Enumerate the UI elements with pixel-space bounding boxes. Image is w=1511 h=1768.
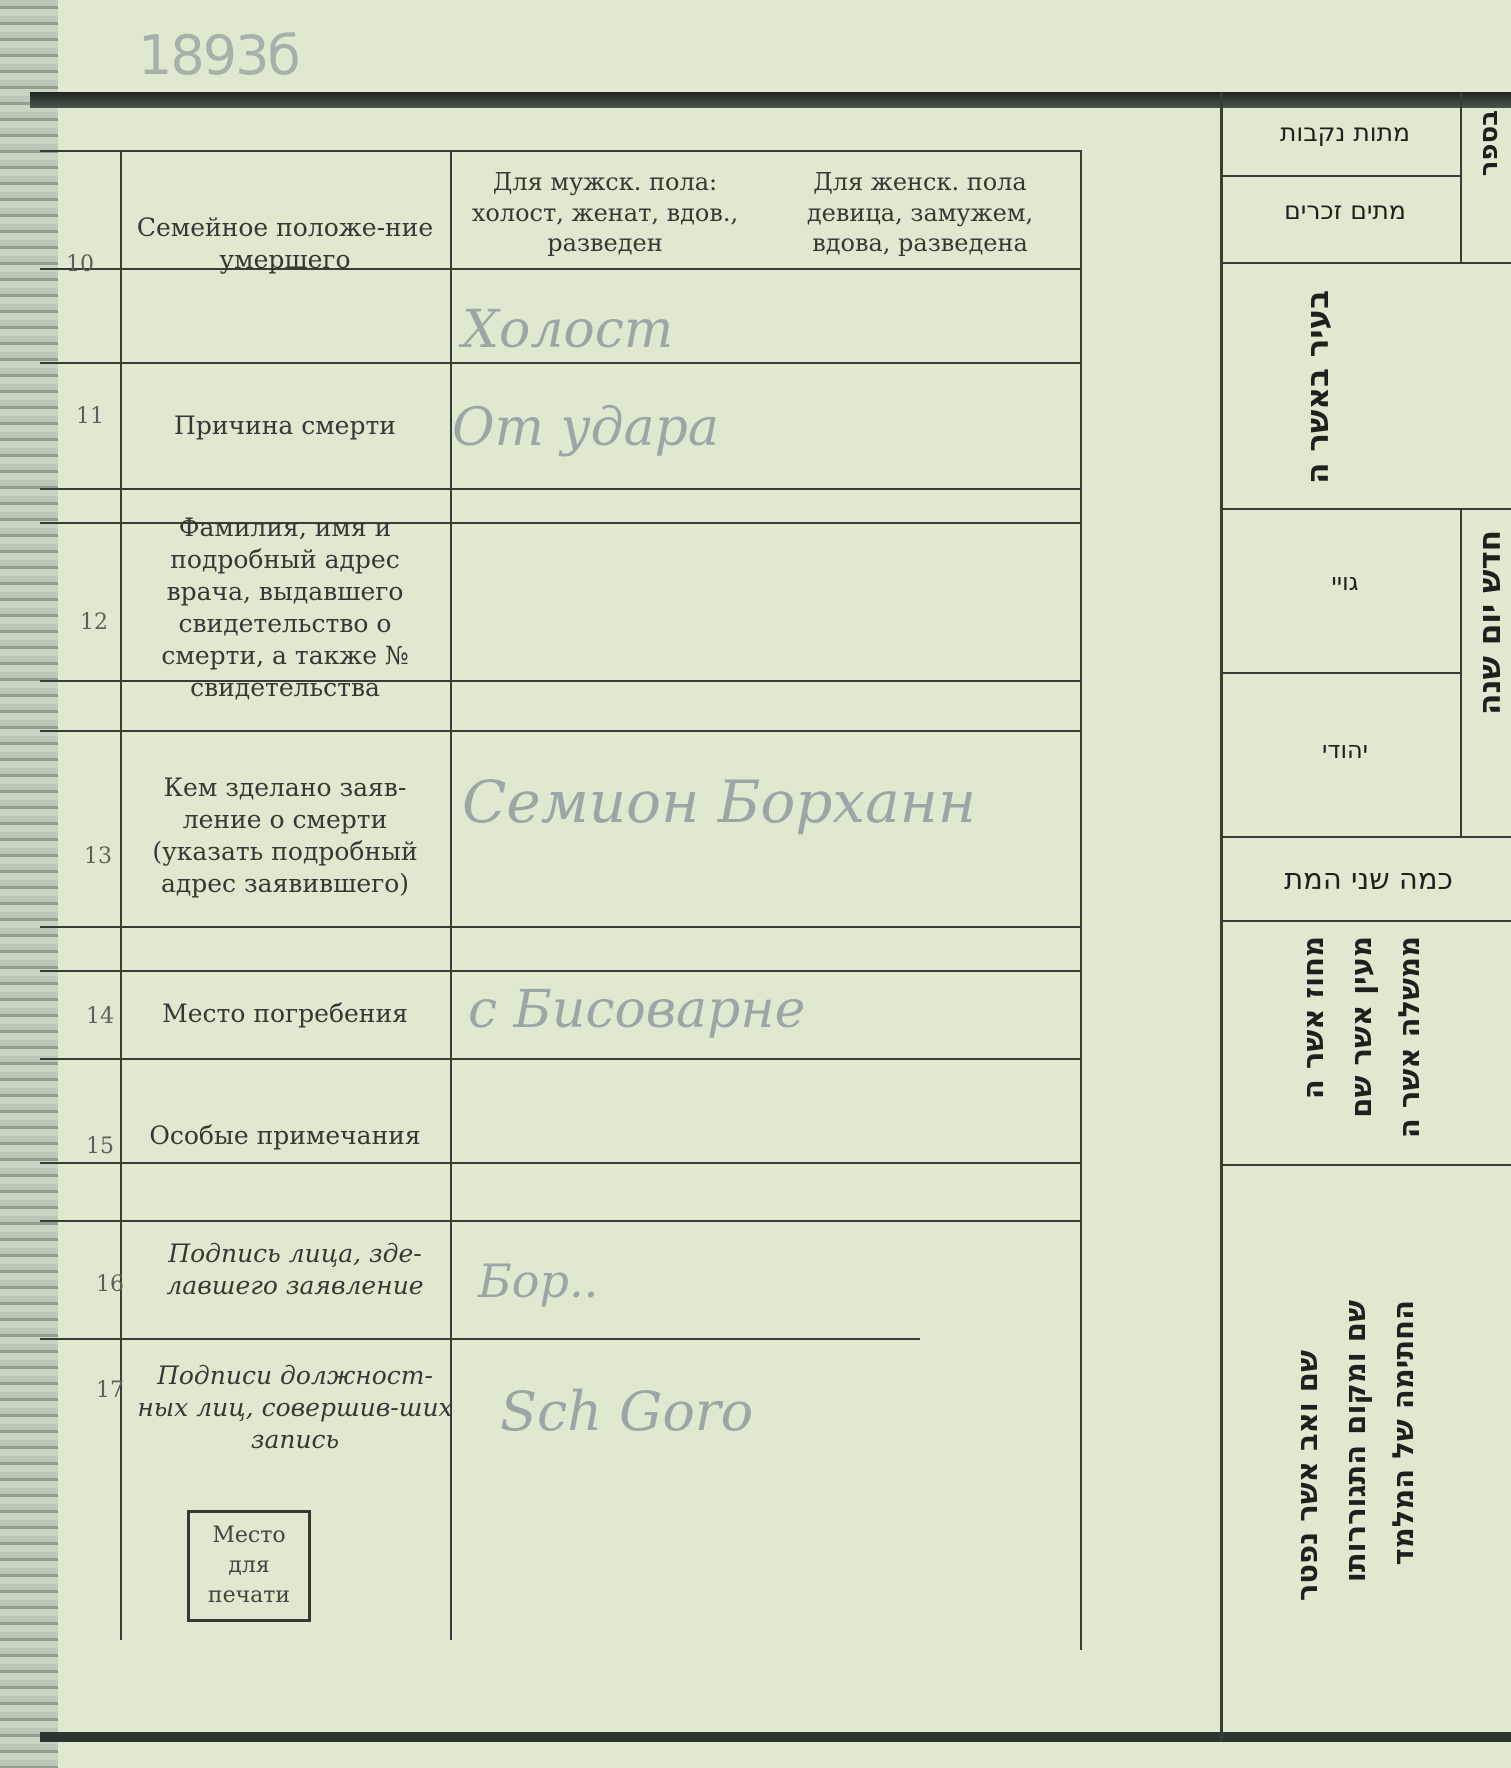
heb-rule	[1222, 672, 1462, 674]
row-number: 12	[80, 610, 108, 635]
top-rule	[30, 92, 1511, 108]
value-burial-place: с Бисоварне	[468, 980, 806, 1040]
row-number: 13	[84, 844, 112, 869]
female-header-title: Для женск. пола	[813, 168, 1027, 196]
page-binding	[0, 0, 58, 1768]
rule	[40, 730, 1080, 732]
row-label-doctor: Фамилия, имя и подробный адрес врача, выдавшего свидетельство о смерти, а также № свидетельства	[161, 513, 409, 702]
rule	[40, 1338, 920, 1340]
hebrew-date-header: חדש יום שנה	[1472, 530, 1508, 715]
value-official-signatures: Sch Goro	[500, 1380, 754, 1443]
row-number: 14	[86, 1004, 114, 1029]
male-header-options: холост, женат, вдов., разведен	[471, 199, 739, 257]
value-marital-status: Холост	[462, 300, 674, 360]
hebrew-signature: החתימה של המלמד	[1386, 1300, 1420, 1566]
rule	[40, 1162, 1080, 1164]
hebrew-district: מחוז אשר ה	[1296, 936, 1330, 1100]
rule	[40, 488, 1080, 490]
hebrew-male-deaths: מתים זכרים	[1284, 196, 1406, 225]
rule	[40, 150, 1080, 152]
row-label-burial-place: Место погребения	[162, 999, 408, 1028]
row-number: 11	[76, 404, 104, 429]
column-rule	[120, 150, 122, 1640]
heb-rule	[1222, 262, 1511, 264]
hebrew-goyi: גויי	[1331, 568, 1359, 596]
male-header-title: Для мужск. пола:	[492, 168, 718, 196]
rule	[40, 1058, 1080, 1060]
heb-rule	[1222, 836, 1511, 838]
value-declarant: Семион Борханн	[462, 768, 977, 836]
row-label-declarant-signature: Подпись лица, зде-лавшего заявление	[166, 1239, 424, 1300]
hebrew-top-right: בספר	[1474, 110, 1504, 177]
heb-rule	[1222, 175, 1462, 177]
hebrew-government: ממשלה אשר ה	[1392, 936, 1426, 1139]
hebrew-column-rule	[1220, 92, 1223, 1742]
hebrew-residence: שם ומקום התגוררותו	[1338, 1300, 1372, 1583]
row-label-declarant: Кем зделано заяв-ление о смерти (указать подробный адрес заявившего)	[152, 773, 418, 898]
row-label-marital-status: Семейное положе-ние умершего	[136, 213, 434, 274]
value-cause-of-death: От удара	[452, 398, 719, 458]
value-declarant-signature: Бор..	[478, 1254, 599, 1308]
female-header-options: девица, замужем, вдова, разведена	[806, 199, 1034, 257]
hebrew-female-deaths: מתות נקבות	[1279, 118, 1411, 147]
heb-rule	[1460, 92, 1462, 262]
heb-rule	[1222, 920, 1511, 922]
heb-rule	[1222, 508, 1511, 510]
rule	[40, 970, 1080, 972]
stamp-place-box: Место для печати	[187, 1510, 311, 1622]
hebrew-place: מעין אשר שם	[1344, 936, 1378, 1118]
archive-number: 1893б	[138, 24, 299, 87]
row-number: 16	[96, 1272, 124, 1297]
row-number: 17	[96, 1378, 124, 1403]
hebrew-in-city: בעיר באשר ה	[1300, 290, 1336, 484]
row-label-notes: Особые примечания	[149, 1121, 421, 1150]
rule	[40, 1220, 1080, 1222]
heb-rule	[1222, 1164, 1511, 1166]
rule	[40, 362, 1080, 364]
bottom-rule	[40, 1732, 1511, 1742]
rule	[40, 926, 1080, 928]
heb-rule	[1460, 508, 1462, 838]
row-number: 15	[86, 1134, 114, 1159]
row-number: 10	[66, 252, 94, 277]
row-label-cause-of-death: Причина смерти	[174, 411, 396, 440]
column-rule	[1080, 150, 1082, 1650]
hebrew-deceased-name: שם ואב אשר נפטר	[1290, 1350, 1324, 1602]
hebrew-age: כמה שני המת	[1284, 862, 1453, 896]
hebrew-jewish: יהודי	[1321, 736, 1369, 764]
row-label-official-signatures: Подписи должност-ных лиц, совершив-ших запись	[137, 1361, 453, 1454]
